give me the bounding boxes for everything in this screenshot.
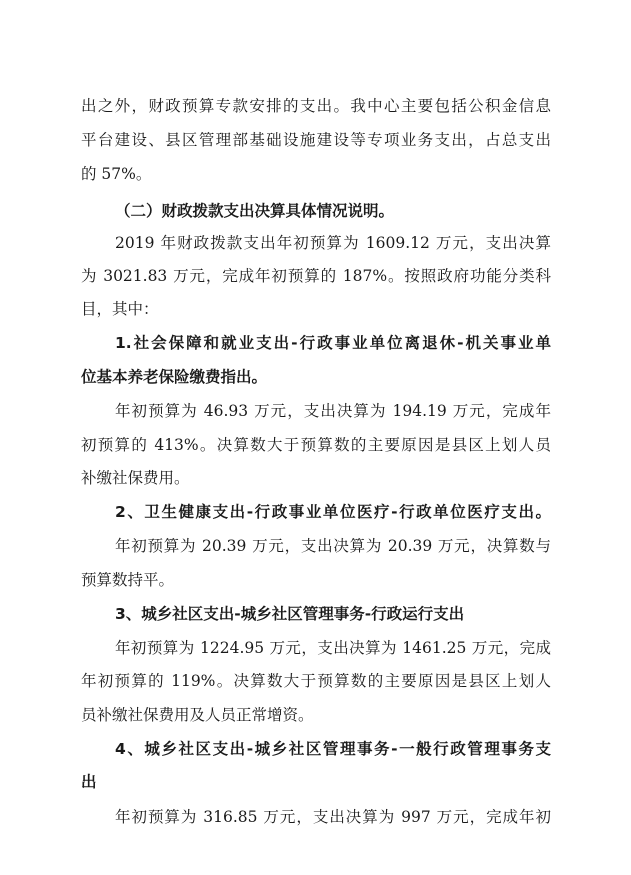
item-heading: 位基本养老保险缴费指出。	[81, 368, 268, 386]
paragraph-line: 的 57%。	[81, 165, 152, 183]
paragraph-line: 年初预算为 1224.95 万元，支出决算为 1461.25 万元，完成	[115, 639, 551, 657]
paragraph-line: 2019 年财政拨款支出年初预算为 1609.12 万元，支出决算	[115, 234, 551, 252]
paragraph-line: 预算数持平。	[81, 571, 175, 589]
paragraph-line: 年初预算为 316.85 万元，支出决算为 997 万元，完成年初	[115, 808, 551, 826]
item-heading: 3、城乡社区支出-城乡社区管理事务-行政运行支出	[115, 605, 465, 623]
paragraph-line: 年初预算为 46.93 万元，支出决算为 194.19 万元，完成年	[115, 402, 551, 420]
paragraph-line: 为 3021.83 万元，完成年初预算的 187%。按照政府功能分类科	[81, 267, 551, 285]
section-heading: （二）财政拨款支出决算具体情况说明。	[115, 202, 395, 220]
paragraph-line: 年初预算的 119%。决算数大于预算数的主要原因是县区上划人	[81, 672, 551, 690]
paragraph-line: 员补缴社保费用及人员正常增资。	[81, 706, 314, 724]
paragraph-line: 目，其中：	[81, 300, 159, 318]
paragraph-line: 平台建设、县区管理部基础设施建设等专项业务支出，占总支出	[81, 131, 551, 149]
paragraph-line: 初预算的 413%。决算数大于预算数的主要原因是县区上划人员	[81, 436, 551, 454]
item-heading: 1.社会保障和就业支出-行政事业单位离退休-机关事业单	[115, 334, 551, 352]
item-heading: 2、卫生健康支出-行政事业单位医疗-行政单位医疗支出。	[115, 503, 551, 521]
item-heading: 出	[81, 773, 97, 791]
item-heading: 4、城乡社区支出-城乡社区管理事务-一般行政管理事务支	[115, 740, 551, 758]
paragraph-line: 出之外，财政预算专款安排的支出。我中心主要包括公积金信息	[81, 97, 551, 115]
paragraph-line: 年初预算为 20.39 万元，支出决算为 20.39 万元，决算数与	[115, 537, 551, 555]
paragraph-line: 补缴社保费用。	[81, 469, 190, 487]
